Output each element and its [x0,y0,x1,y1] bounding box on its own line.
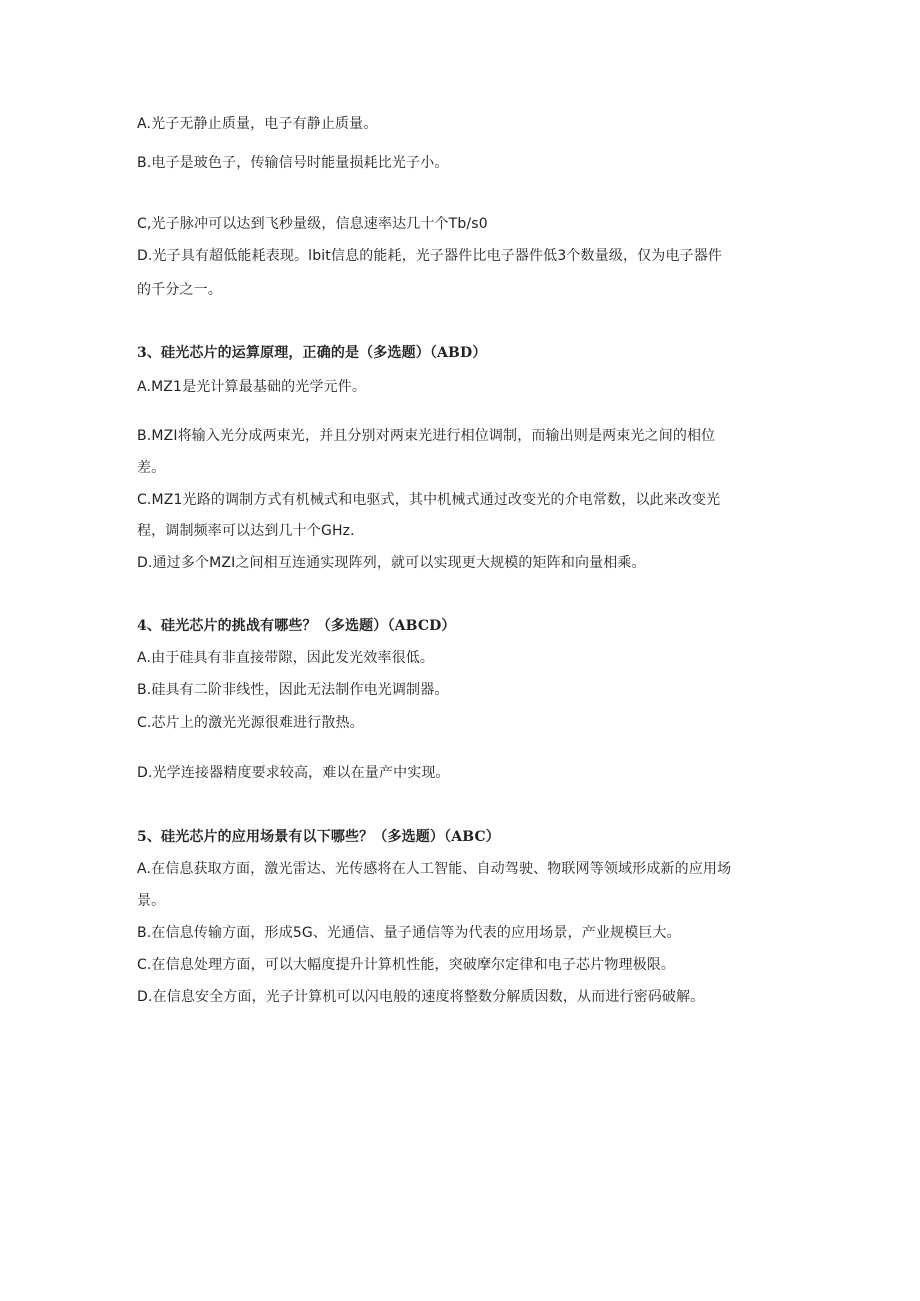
q3-option-b-line2: 差。 [137,460,166,476]
q5-option-c: C.在信息处理方面，可以大幅度提升计算机性能，突破摩尔定律和电子芯片物理极限。 [137,957,676,973]
q5-title: 5、硅光芯片的应用场景有以下哪些？（多选题）（ABC） [137,829,500,845]
q3-option-b-line1: B.MZI将输入光分成两束光，并且分别对两束光进行相位调制，而输出则是两束光之间的相位 [137,428,716,444]
q5-option-a-line2: 景。 [137,893,166,909]
q3-option-c-line1: C.MZ1光路的调制方式有机械式和电驱式，其中机械式通过改变光的介电常数，以此来改变光 [137,492,721,508]
q4-option-d: D.光学连接器精度要求较高，难以在量产中实现。 [137,765,450,781]
q3-option-a: A.MZ1是光计算最基础的光学元件。 [137,379,367,395]
q2-option-a: A.光子无静止质量，电子有静止质量。 [137,116,378,132]
q4-title: 4、硅光芯片的挑战有哪些？（多选题）（ABCD） [137,618,456,634]
q5-option-b: B.在信息传输方面，形成5G、光通信、量子通信等为代表的应用场景，产业规模巨大。 [137,925,681,941]
q2-option-d-line1: D.光子具有超低能耗表现。lbit信息的能耗，光子器件比电子器件低3个数量级，仅为电子器件 [137,248,723,264]
q4-option-c: C.芯片上的激光光源很难进行散热。 [137,715,364,731]
q2-option-d-line2: 的千分之一。 [137,282,222,298]
q3-option-d: D.通过多个MZI之间相互连通实现阵列，就可以实现更大规模的矩阵和向量相乘。 [137,555,646,571]
q4-option-b: B.硅具有二阶非线性，因此无法制作电光调制器。 [137,682,449,698]
q3-option-c-line2: 程，调制频率可以达到几十个GHz. [137,523,355,539]
q5-option-d: D.在信息安全方面，光子计算机可以闪电般的速度将整数分解质因数，从而进行密码破解。 [137,989,705,1005]
q3-title: 3、硅光芯片的运算原理，正确的是（多选题）（ABD） [137,345,487,361]
q2-option-b: B.电子是玻色子，传输信号时能量损耗比光子小。 [137,155,449,171]
q5-option-a-line1: A.在信息获取方面，激光雷达、光传感将在人工智能、自动驾驶、物联网等领域形成新的应用场 [137,861,732,877]
q2-option-c: C,光子脉冲可以达到飞秒量级，信息速率达几十个Tb/s0 [137,216,488,232]
q4-option-a: A.由于硅具有非直接带隙，因此发光效率很低。 [137,650,435,666]
